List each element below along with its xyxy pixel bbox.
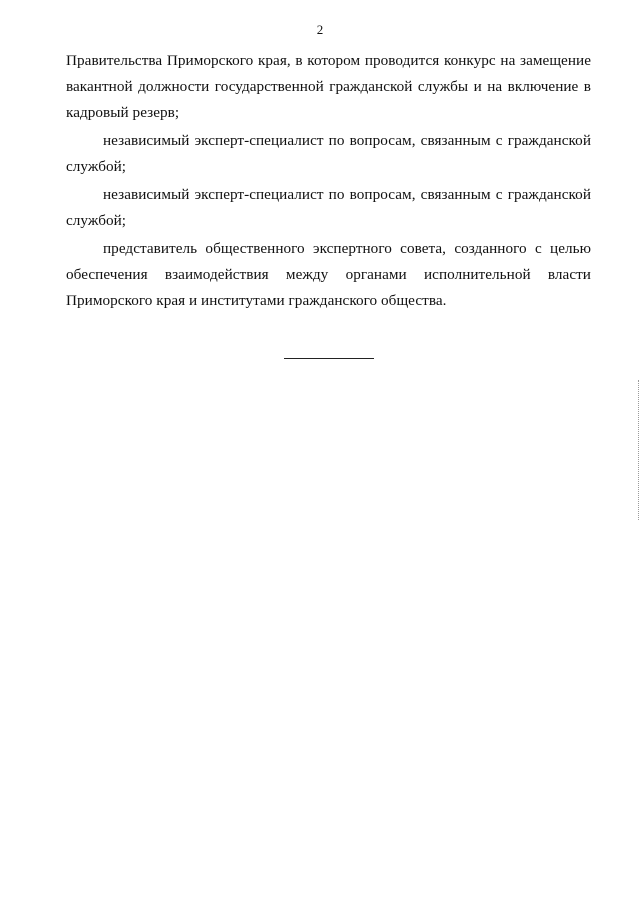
paragraph-continuation xyxy=(66,48,591,126)
paragraph-4: представитель общественного экспертного совета, созданного с целью обеспечения взаимодействия между органами исполнительной власти Приморского края и институтами гражданского общества. xyxy=(66,240,591,309)
page-number: 2 xyxy=(316,22,324,37)
paragraph-block-3 xyxy=(66,182,591,234)
paragraph-block-2 xyxy=(66,128,591,180)
paragraph-2: независимый эксперт-специалист по вопросам, связанным с гражданской службой; xyxy=(66,132,591,175)
paragraph-1: Правительства Приморского края, в котором проводится конкурс на замещение вакантной должности государственной гражданской службы и на включение в кадровый резерв; xyxy=(66,52,591,121)
paragraph-3: независимый эксперт-специалист по вопросам, связанным с гражданской службой; xyxy=(66,186,591,229)
scan-edge-mark xyxy=(637,380,639,520)
paragraph-block-4 xyxy=(66,236,591,314)
separator-line xyxy=(284,358,374,359)
